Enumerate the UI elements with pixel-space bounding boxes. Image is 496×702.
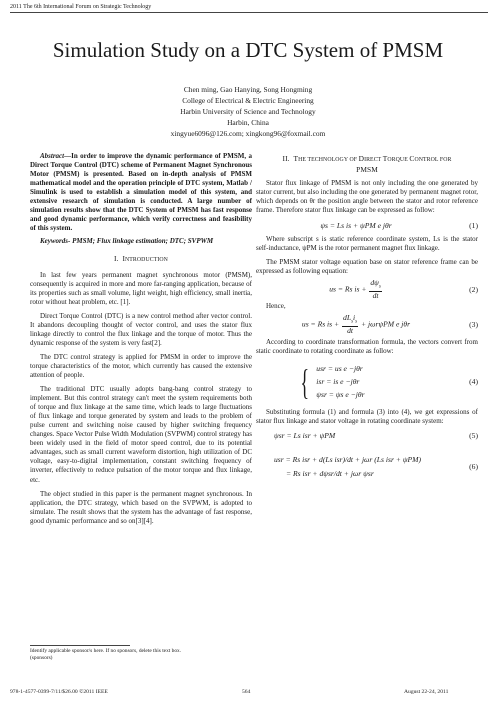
section-title-initial: D <box>358 154 365 163</box>
equation-expression <box>256 453 456 481</box>
intro-paragraph: Direct Torque Control (DTC) is a new control method after vector control. It abandons decoupling thought of vector control, and uses the stator flux linkage directly to control the flux linkage and the torque of motor. Thus the dynamic response of the system is very fast[2]. <box>30 311 252 347</box>
author-city: Harbin, China <box>227 118 269 127</box>
fraction: $\frac{d\psi_s}{dt}$ <box>370 277 381 301</box>
footer-date: August 22-24, 2011 <box>404 689 449 695</box>
footer-page-number: 564 <box>242 689 251 695</box>
sponsor-footnote <box>30 648 260 662</box>
brace-symbol: { <box>300 361 309 402</box>
right-column <box>256 152 478 488</box>
equation-expression <box>256 362 456 401</box>
section-title-initial: I <box>122 254 125 264</box>
section-title-initial: C <box>409 154 415 163</box>
left-column <box>30 152 252 526</box>
equation-line: usr = Rs isr + d(Ls isr)/dt + jωr (Ls isr + ψPM) <box>274 454 422 464</box>
equation-6 <box>256 446 478 488</box>
author-block <box>0 84 496 139</box>
author-names: Chen ming, Gao Hanying, Song Hongming <box>183 85 313 94</box>
intro-paragraph: The DTC control strategy is applied for PMSM in order to improve the torque characteristics of the motor, which currently has caused the extensive attention of people. <box>30 352 252 379</box>
equation-number: (3) <box>469 319 478 329</box>
section-number: I. <box>114 254 119 264</box>
section-title-initial: T <box>382 154 388 163</box>
equation-line: usr = us e −jθr <box>316 364 363 374</box>
footer-isbn: 978-1-4577-0399-7/11/$26.00 ©2011 IEEE <box>10 689 108 695</box>
equation-number: (2) <box>469 284 478 294</box>
paper-title: Simulation Study on a DTC System of PMSM <box>52 38 444 62</box>
equation-expression <box>256 279 456 301</box>
footnote-divider <box>30 645 130 646</box>
equation-system <box>316 362 364 401</box>
equation-2 <box>256 276 478 302</box>
equation-term: us = Rs is + <box>301 319 342 329</box>
section-title-rest: IRECT <box>364 157 383 163</box>
section-title-line2: PMSM <box>356 165 378 175</box>
abstract <box>30 152 252 233</box>
equation-number: (1) <box>469 220 478 230</box>
section-title-initial: T <box>293 154 299 163</box>
section-title-rest: NTRODUCTION <box>125 257 168 264</box>
equation-term: + jωrψPM e jθr <box>359 319 411 329</box>
section-number: II. <box>282 154 290 163</box>
keywords: Keywords- PMSM; Flux linkage estimation; DTC; SVPWM <box>40 237 214 246</box>
equation-expression <box>256 314 456 336</box>
intro-paragraph: The traditional DTC usually adopts bang-bang control strategy to implement. But this control strategy can't meet the system requirements both of torque and flux linkage at the same time, which leads to large fluctuations of flux linkage and torque generated by system and leads to the problem of pulse current and switching noise caused by higher switching frequency changes. Space Vector Pulse Width Modulation (SVPWM) control strategy has been widely used in the field of motor speed control, due to its potential advantages, such as small current waveform distortion, high utilization of DC voltage, easy-to-digital implementation, constant switching frequency of inverter, effectively to reduce pulsation of the motor torque and flux linkage, etc. <box>30 385 252 484</box>
abstract-text: —In order to improve the dynamic performance of PMSM, a Direct Torque Control (DTC) scheme of Permanent Magnet Synchronous Motor (PMSM) is presented. Based on in-depth analysis of PMSM mathematical model and the operation principle of DTC system, Matlab / Simulink is used to establish a simulation model of this system, and extensive research of simulation is conducted. A large number of simulation results show that the DTC System of PMSM has fast response and good dynamic performance, which verify correctness and feasibility of this system. <box>30 152 252 233</box>
body-paragraph: Substituting formula (1) and formula (3) into (4), we get expressions of stator flux linkage and stator voltage in rotating coordinate system: <box>256 407 478 425</box>
footnote-line: Identify applicable sponsor/s here. If no sponsors, delete this text box. <box>30 648 182 654</box>
intro-paragraph: In last few years permanent magnet synchronous motor (PMSM), consequently is acquired in more and more far-ranging application, because of its properties such as small volume, light weight, high efficiency, small inertia, rotor without heat problem, etc. [1]. <box>30 270 252 306</box>
footnote-line: (sponsors) <box>30 655 53 661</box>
author-university: Harbin University of Science and Technology <box>180 107 316 116</box>
section-title-rest: ORQUE <box>387 157 410 163</box>
equation-3 <box>256 312 478 338</box>
body-paragraph: Stator flux linkage of PMSM is not only including the one generated by stator current, but also including the one generated by permanent magnet rotor, which depends on θr the position angle between the stator and rotor reference frame. Therefore stator flux linkage can be expressed as follow: <box>256 179 478 215</box>
author-emails: xingyue6096@126.com; xingkong96@foxmail.com <box>170 129 326 138</box>
equation-term: us = Rs is + <box>329 284 369 294</box>
section-title-rest: ONTROL FOR <box>414 157 452 163</box>
equation-1 <box>256 215 478 235</box>
equation-line: isr = is e −jθr <box>316 377 360 387</box>
body-paragraph: According to coordinate transformation formula, the vectors convert from static coordinate to rotating coordinate as follow: <box>256 337 478 355</box>
section-title-rest: HE TECHNOLOGY OF <box>298 157 359 163</box>
section-heading-introduction <box>30 254 252 265</box>
hence-text: Hence, <box>266 302 286 311</box>
header-divider <box>10 12 488 13</box>
equation-line: = Rs isr + dψsr/dt + jωr ψsr <box>286 468 374 478</box>
fraction: $\frac{dL_si_s}{dt}$ <box>343 312 358 336</box>
equation-expression: ψsr = Ls isr + ψPM <box>274 431 336 441</box>
equation-5 <box>256 426 478 446</box>
conference-header: 2011 The 6th International Forum on Strategic Technology <box>10 4 152 10</box>
body-paragraph: The PMSM stator voltage equation base on stator reference frame can be expressed as following equation: <box>256 258 478 276</box>
equation-number: (4) <box>469 377 478 387</box>
equation-number: (5) <box>469 431 478 441</box>
equation-line: ψsr = ψs e −jθr <box>316 390 365 400</box>
section-heading-dtc <box>256 154 478 174</box>
body-paragraph: Where subscript s is static reference coordinate system, Ls is the stator self-inductance, ψPM is the rotor permanent magnet flux linkage. <box>256 235 478 253</box>
equation-number: (6) <box>469 462 478 472</box>
author-affiliation: College of Electrical & Electric Engineering <box>182 96 314 105</box>
intro-paragraph: The object studied in this paper is the permanent magnet synchronous. In application, the DTC strategy, which based on the SVPWM, is adopted to simulate. The result shows that the system has the advantage of fast response, good dynamic performance and so on[3][4]. <box>30 489 252 525</box>
equation-expression: ψs = Ls is + ψPM e jθr <box>320 220 392 230</box>
abstract-label: Abstract <box>40 152 65 160</box>
equation-4 <box>256 356 478 408</box>
